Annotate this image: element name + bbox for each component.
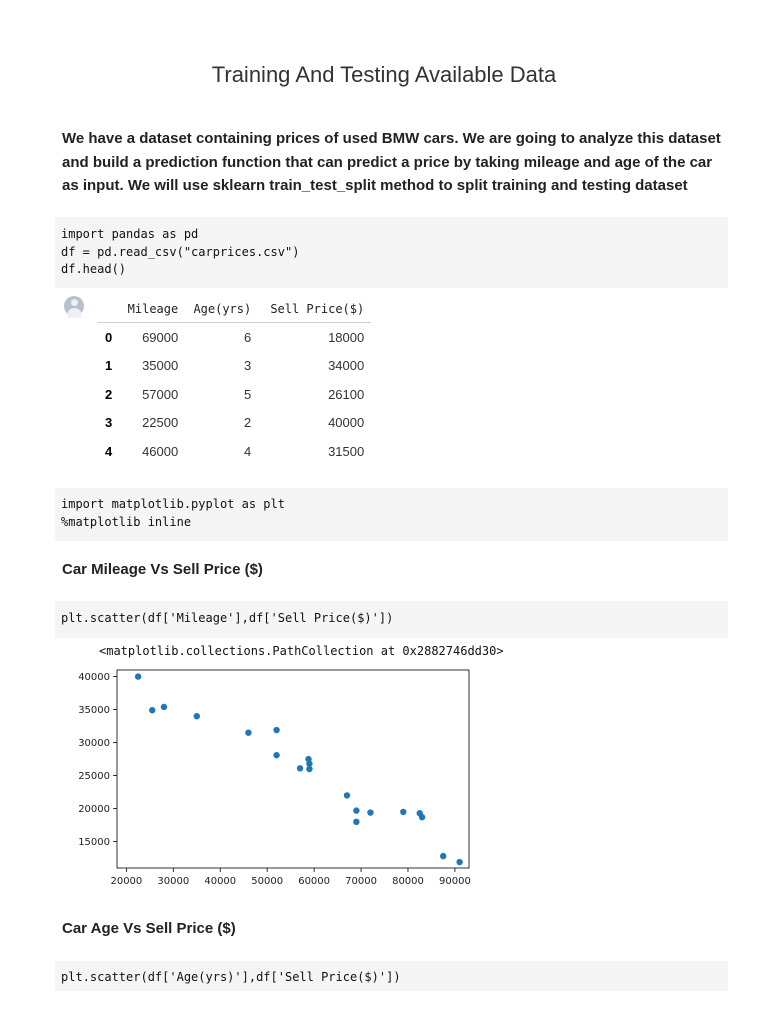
y-tick-label: 30000 bbox=[78, 738, 110, 750]
page-title: Training And Testing Available Data bbox=[211, 62, 557, 87]
column-header bbox=[97, 296, 119, 323]
table-row bbox=[97, 352, 371, 381]
x-tick-label: 40000 bbox=[204, 876, 237, 887]
table-header-row bbox=[97, 296, 371, 323]
scatter-point bbox=[273, 727, 279, 733]
code-line: plt.scatter(df['Mileage'],df['Sell Price($)']) bbox=[61, 611, 394, 625]
table-cell: 57000 bbox=[142, 386, 179, 402]
scatter-chart bbox=[78, 662, 482, 892]
table-cell: 6 bbox=[244, 329, 252, 345]
intro-paragraph: We have a dataset containing prices of used BMW cars. We are going to analyze this dataset and build a prediction function that can predict a price by taking mileage and age of the car as input. We will use sklearn train_test_split method to split training and testing dataset bbox=[62, 130, 721, 194]
scatter-point bbox=[400, 809, 406, 815]
y-tick-label: 40000 bbox=[78, 672, 110, 684]
x-tick-label: 80000 bbox=[392, 876, 424, 887]
scatter-point bbox=[344, 792, 350, 798]
code-line: import pandas as pd bbox=[61, 227, 199, 241]
scatter-point bbox=[161, 704, 167, 710]
section-heading-age: Car Age Vs Sell Price ($) bbox=[62, 920, 236, 937]
code-line: %matplotlib inline bbox=[61, 514, 192, 529]
table-cell: 18000 bbox=[328, 329, 365, 345]
dataframe-table bbox=[97, 296, 371, 466]
scatter-point bbox=[456, 859, 462, 865]
table-cell: 35000 bbox=[142, 358, 179, 374]
code-cell-scatter-mileage[interactable] bbox=[55, 601, 728, 638]
scatter-point bbox=[440, 853, 446, 859]
table-cell: 40000 bbox=[328, 415, 365, 431]
table-row bbox=[97, 437, 371, 466]
code-cell-load-data[interactable] bbox=[55, 217, 728, 288]
x-tick-label: 50000 bbox=[251, 876, 284, 887]
code-line: df.head() bbox=[61, 262, 127, 276]
scatter-point bbox=[194, 713, 200, 719]
table-cell: 46000 bbox=[142, 443, 179, 459]
scatter-point bbox=[149, 707, 155, 713]
row-index: 1 bbox=[105, 358, 113, 374]
y-tick-label: 25000 bbox=[78, 771, 110, 783]
table-cell: 2 bbox=[244, 415, 252, 431]
cell-output-text: <matplotlib.collections.PathCollection at 0x2882746dd30> bbox=[99, 644, 504, 658]
y-tick-label: 20000 bbox=[78, 804, 110, 816]
table-cell: 22500 bbox=[142, 415, 179, 431]
scatter-point bbox=[353, 807, 359, 813]
row-index: 0 bbox=[105, 329, 113, 345]
code-line: plt.scatter(df['Age(yrs)'],df['Sell Price($)']) bbox=[61, 970, 401, 984]
x-tick-label: 60000 bbox=[298, 876, 331, 887]
section-heading-mileage: Car Mileage Vs Sell Price ($) bbox=[62, 561, 263, 578]
table-row bbox=[97, 323, 371, 352]
scatter-point bbox=[353, 819, 359, 825]
column-header: Mileage bbox=[119, 296, 185, 323]
table-cell: 4 bbox=[244, 443, 252, 459]
scatter-point bbox=[245, 730, 251, 736]
table-row bbox=[97, 380, 371, 409]
code-cell-scatter-age[interactable] bbox=[55, 961, 728, 991]
column-header: Age(yrs) bbox=[185, 296, 258, 323]
scatter-point bbox=[367, 809, 373, 815]
scatter-point bbox=[306, 766, 312, 772]
table-cell: 31500 bbox=[328, 443, 365, 459]
row-index: 4 bbox=[105, 443, 113, 459]
plot-frame bbox=[117, 670, 469, 868]
row-index: 3 bbox=[105, 415, 113, 431]
scatter-point bbox=[273, 752, 279, 758]
table-cell: 26100 bbox=[328, 386, 365, 402]
y-tick-label: 35000 bbox=[78, 705, 110, 717]
table-cell: 69000 bbox=[142, 329, 179, 345]
table-cell: 5 bbox=[244, 386, 252, 402]
code-cell-import-matplotlib[interactable] bbox=[55, 488, 728, 541]
table-cell: 34000 bbox=[328, 358, 365, 374]
code-line: df = pd.read_csv("carprices.csv") bbox=[61, 244, 300, 259]
x-tick-label: 20000 bbox=[110, 876, 143, 887]
table-row bbox=[97, 409, 371, 438]
table-cell: 3 bbox=[244, 358, 252, 374]
code-line: import matplotlib.pyplot as plt bbox=[61, 497, 285, 511]
x-tick-label: 30000 bbox=[157, 876, 190, 887]
row-index: 2 bbox=[105, 386, 113, 402]
y-tick-label: 15000 bbox=[78, 837, 110, 849]
x-tick-label: 90000 bbox=[439, 876, 471, 887]
x-tick-label: 70000 bbox=[345, 876, 377, 887]
scatter-point bbox=[419, 814, 425, 820]
scatter-point bbox=[297, 765, 303, 771]
column-header: Sell Price($) bbox=[258, 296, 371, 323]
scatter-point bbox=[135, 673, 141, 679]
avatar-icon bbox=[64, 296, 84, 316]
